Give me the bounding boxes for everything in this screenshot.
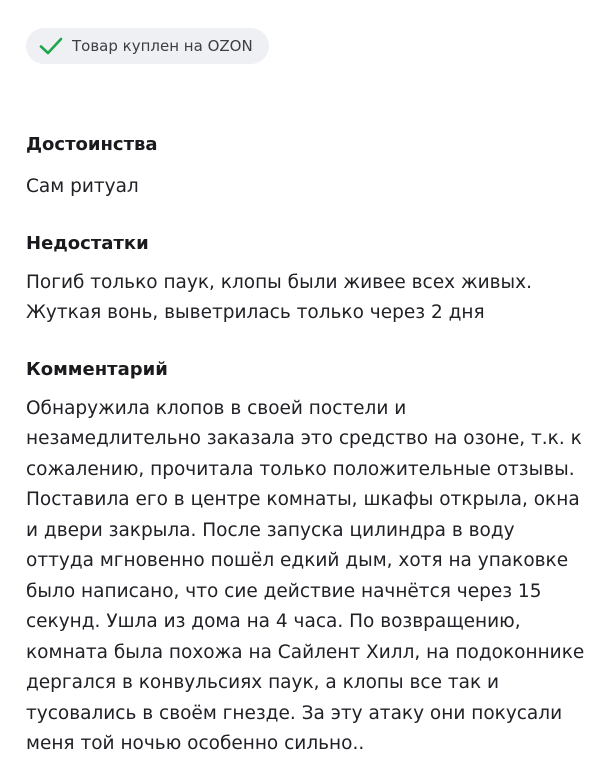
disadvantages-title: Недостатки	[26, 232, 149, 254]
review-card	[26, 28, 586, 760]
comment-text: Обнаружила клопов в своей постели и незамедлительно заказала это средство на озоне, т.к. к сожалению, прочитала только положительные отзывы. Поставила его в центре комнаты, шкафы открыла, окна и двери закрыла. После запуска цилиндра в воду оттуда мгновенно пошёл едкий дым, хотя на упаковке было написано, что сие действие начнётся через 15 секунд. Ушла из дома на 4 часа. По возвращению, комната была похожа на Сайлент Хилл, на подоконнике дергался в конвульсиях паук, а клопы все так и тусовались в своём гнезде. За эту атаку они покусали меня той ночью особенно сильно..	[26, 397, 585, 754]
advantages-title: Достоинства	[26, 134, 158, 155]
comment-title: Комментарий	[26, 358, 168, 380]
check-icon	[38, 36, 64, 56]
purchase-badge	[26, 28, 269, 64]
purchase-badge-label: Товар куплен на OZON	[72, 37, 253, 55]
advantages-text: Сам ритуал	[26, 176, 139, 197]
disadvantages-text: Погиб только паук, клопы были живее всех живых. Жуткая вонь, выветрилась только через 2 дня	[26, 271, 532, 323]
